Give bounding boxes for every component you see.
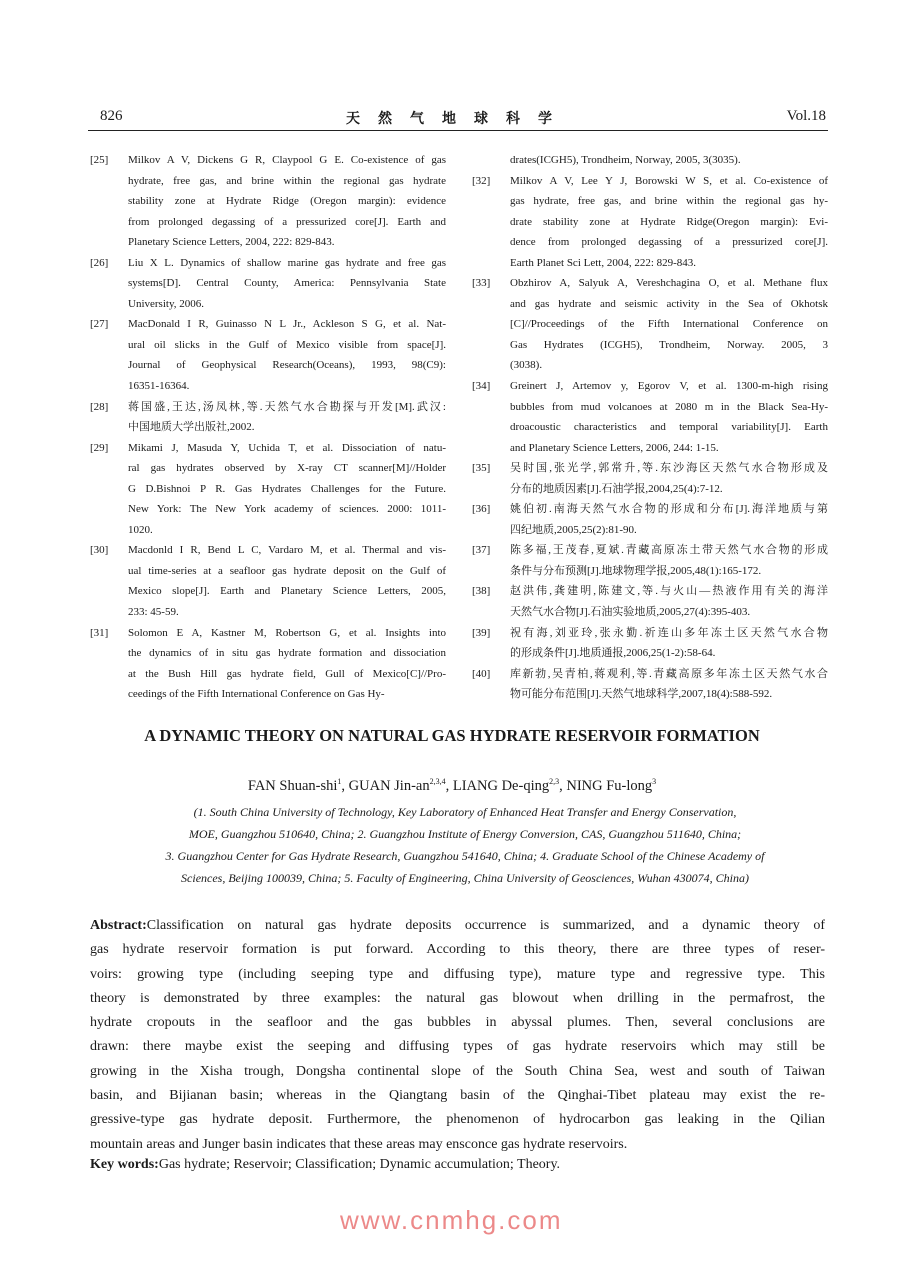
reference-line	[90, 232, 446, 253]
reference-item	[90, 623, 446, 705]
reference-line	[90, 581, 446, 602]
reference-item	[90, 150, 446, 253]
reference-line	[90, 499, 446, 520]
reference-line	[90, 273, 446, 294]
reference-text: droacoustic characteristics and temporal variability[J]. Earth	[510, 421, 828, 434]
reference-item	[90, 397, 446, 438]
reference-line	[90, 561, 446, 582]
reference-line	[90, 355, 446, 376]
reference-line	[90, 643, 446, 664]
references-left-column	[90, 150, 446, 705]
abstract-text: voirs: growing type (including seeping type and diffusing type), mature type and regressive type. This	[90, 966, 825, 982]
reference-line	[472, 294, 828, 315]
reference-line	[472, 232, 828, 253]
abstract-text: gressive-type gas hydrate deposit. Furthermore, the phenomenon of hydrocarbon gas leaking in the Qilian	[90, 1112, 825, 1128]
reference-item	[472, 581, 828, 622]
reference-text: University, 2006.	[128, 297, 204, 310]
reference-line	[472, 561, 828, 582]
reference-text: stability zone at Hydrate Ridge (Oregon margin): evidence	[128, 195, 446, 208]
reference-line	[90, 171, 446, 192]
abstract-line	[90, 963, 825, 987]
abstract-line	[90, 914, 825, 938]
reference-item	[90, 253, 446, 315]
reference-line	[472, 171, 828, 192]
reference-line	[90, 520, 446, 541]
reference-line	[90, 150, 446, 171]
journal-title: 天然气地球科学	[346, 112, 570, 127]
reference-text: MacDonald I R, Guinasso N L Jr., Ackleson S G, et al. Nat-	[128, 318, 446, 331]
reference-line	[472, 417, 828, 438]
reference-line	[90, 294, 446, 315]
reference-number: [36]	[472, 503, 491, 516]
abstract-text: hydrate cropouts in the seafloor and the gas bubbles in abyssal plumes. Then, several conclusions are	[90, 1015, 825, 1031]
reference-line	[90, 458, 446, 479]
reference-text: [C]//Proceedings of the Fifth International Conference on	[510, 318, 828, 331]
reference-line	[90, 417, 446, 438]
reference-text: Milkov A V, Lee Y J, Borowski W S, et al. Co-existence of	[510, 174, 828, 187]
reference-number: [40]	[472, 667, 491, 680]
abstract-line	[90, 1011, 825, 1035]
reference-item	[472, 150, 828, 171]
reference-line	[472, 397, 828, 418]
reference-text: 天然气水合物[J].石油实验地质,2005,27(4):395-403.	[510, 606, 751, 619]
reference-number: [33]	[472, 277, 491, 290]
reference-text: ceedings of the Fifth International Conference on Gas Hy-	[128, 688, 385, 701]
references-right-column	[472, 150, 828, 705]
affiliation-line: MOE, Guangzhou 510640, China; 2. Guangzhou Institute of Energy Conversion, CAS, Guangzhou 511640, China;	[188, 827, 742, 841]
abstract-text: drawn: there maybe exist the seeping and diffusing types of gas hydrate reservoirs which may still be	[90, 1039, 825, 1055]
reference-text: 姚伯初.南海天然气水合物的形成和分布[J].海洋地质与第	[510, 503, 828, 516]
affiliation-line: (1. South China University of Technology, Key Laboratory of Enhanced Heat Transfer and Energy Conservation,	[193, 805, 737, 819]
reference-text: Gas Hydrates (ICGH5), Trondheim, Norway. 2005, 3	[510, 338, 828, 351]
abstract-text: Classification on natural gas hydrate deposits occurrence is summarized, and a dynamic theory of	[146, 918, 825, 933]
author-name: LIANG De-qing	[452, 777, 550, 794]
reference-line	[472, 191, 828, 212]
reference-item	[472, 171, 828, 274]
author-separator: ,	[559, 777, 567, 794]
reference-text: 的形成条件[J].地质通报,2006,25(1-2):58-64.	[510, 647, 716, 660]
reference-text: 中国地质大学出版社,2002.	[128, 421, 255, 434]
reference-line	[90, 397, 446, 418]
reference-text: (3038).	[510, 359, 543, 372]
reference-text: bubbles from mud volcanoes at 2080 m in the Black Sea-Hy-	[510, 400, 828, 413]
keywords-text: Gas hydrate; Reservoir; Classification; Dynamic accumulation; Theory.	[158, 1157, 561, 1172]
reference-text: 分布的地质因素[J].石油学报,2004,25(4):7-12.	[510, 482, 723, 495]
reference-text: 条件与分布预测[J].地球物理学报,2005,48(1):165-172.	[510, 564, 762, 577]
reference-text: dence from prolonged degassing of a pressurized core[J].	[510, 236, 828, 249]
reference-text: Obzhirov A, Salyuk A, Vereshchagina O, et al. Methane flux	[510, 277, 828, 290]
abstract-text: growing in the Xisha trough, Dongsha continental slope of the South China Sea, west and south of Taiwan	[90, 1063, 825, 1079]
reference-text: and gas hydrate and seismic activity in the Sea of Okhotsk	[510, 297, 828, 310]
keywords	[90, 1157, 560, 1173]
reference-item	[472, 273, 828, 376]
author-separator: ,	[341, 777, 349, 794]
reference-line	[90, 664, 446, 685]
reference-text: New York: The New York academy of sciences. 2000: 1011-	[128, 503, 446, 516]
reference-item	[472, 664, 828, 705]
reference-text: 蒋国盛,王达,汤凤林,等.天然气水合勘探与开发[M].武汉:	[128, 400, 446, 413]
affiliation-line: Sciences, Beijing 100039, China; 5. Faculty of Engineering, China University of Geosciences, Wuhan 430074, China)	[181, 871, 749, 885]
author-name: NING Fu-long	[566, 777, 653, 794]
reference-text: at the Bush Hill gas hydrate field, Gull of Mexico[C]//Pro-	[128, 667, 446, 680]
abstract-line	[90, 1060, 825, 1084]
reference-text: gas hydrate, free gas, and brine within the regional gas hy-	[510, 195, 828, 208]
header-rule	[88, 130, 828, 131]
reference-line	[472, 212, 828, 233]
reference-line	[90, 623, 446, 644]
reference-line	[472, 355, 828, 376]
reference-text: from prolonged degassing of a pressurized core[J]. Earth and	[128, 215, 446, 228]
reference-text: Milkov A V, Dickens G R, Claypool G E. Co-existence of gas	[128, 154, 446, 166]
reference-item	[472, 623, 828, 664]
author-affiliation-marker: 2,3	[549, 777, 560, 786]
reference-line	[472, 273, 828, 294]
author-name: GUAN Jin-an	[348, 777, 430, 794]
reference-number: [37]	[472, 544, 491, 557]
reference-line	[472, 499, 828, 520]
abstract-text: mountain areas and Junger basin indicates that these areas may ensconce gas hydrate reservoirs.	[90, 1136, 628, 1152]
reference-text: 祝有海,刘亚玲,张永勤.祈连山多年冻土区天然气水合物	[510, 626, 828, 639]
reference-number: [39]	[472, 626, 491, 639]
abstract-text: theory is demonstrated by three examples: the natural gas blowout when drilling in the permafrost, the	[90, 990, 825, 1006]
abstract-line	[90, 1108, 825, 1132]
reference-number: [27]	[90, 318, 109, 331]
author-affiliation-marker: 2,3,4	[429, 777, 446, 786]
reference-number: [31]	[90, 626, 109, 639]
reference-text: Greinert J, Artemov y, Egorov V, et al. 1300-m-high rising	[510, 380, 828, 393]
running-header	[88, 108, 826, 130]
reference-line	[472, 643, 828, 664]
reference-text: Mikami J, Masuda Y, Uchida T, et al. Dissociation of natu-	[128, 441, 446, 454]
author-separator: ,	[445, 777, 453, 794]
reference-text: ual time-series at a seafloor gas hydrate deposit on the Gulf of	[128, 564, 446, 577]
page-number: 826	[100, 108, 123, 124]
reference-line	[90, 540, 446, 561]
reference-text: Earth Planet Sci Lett, 2004, 222: 829-843.	[510, 256, 697, 269]
reference-line	[90, 684, 446, 705]
reference-line	[90, 479, 446, 500]
reference-line	[472, 664, 828, 685]
reference-number: [32]	[472, 174, 491, 187]
reference-item	[90, 540, 446, 622]
reference-item	[90, 314, 446, 396]
reference-text: 库新勃,吴青柏,蒋观利,等.青藏高原多年冻土区天然气水合	[510, 667, 828, 680]
reference-line	[472, 684, 828, 705]
reference-number: [30]	[90, 544, 109, 557]
reference-line	[90, 335, 446, 356]
keywords-label: Key words:	[90, 1157, 159, 1172]
author-name: FAN Shuan-shi	[247, 777, 338, 794]
reference-number: [25]	[90, 154, 109, 166]
abstract-line	[90, 1133, 825, 1157]
reference-line	[472, 581, 828, 602]
reference-text: 物可能分布范围[J].天然气地球科学,2007,18(4):588-592.	[510, 688, 773, 701]
reference-text: 吴时国,张光学,郭常升,等.东沙海区天然气水合物形成及	[510, 462, 828, 475]
reference-item	[472, 458, 828, 499]
reference-text: Journal of Geophysical Research(Oceans), 1993, 98(C9):	[128, 359, 446, 372]
reference-line	[90, 602, 446, 623]
abstract-label: Abstract:	[90, 918, 147, 933]
reference-line	[90, 438, 446, 459]
reference-item	[90, 438, 446, 541]
reference-line	[472, 253, 828, 274]
reference-number: [28]	[90, 400, 109, 413]
reference-text: 233: 45-59.	[128, 606, 179, 619]
reference-line	[472, 438, 828, 459]
author-affiliation-marker: 1	[337, 777, 342, 786]
watermark: www.cnmhg.com	[340, 1205, 563, 1235]
reference-number: [38]	[472, 585, 491, 598]
reference-text: 16351-16364.	[128, 380, 190, 393]
volume-label: Vol.18	[786, 108, 826, 124]
reference-number: [34]	[472, 380, 491, 393]
reference-text: 陈多福,王茂春,夏斌.青藏高原冻土带天然气水合物的形成	[510, 544, 828, 557]
abstract-text: basin, and Bijianan basin; whereas in the Qiangtang basin of the Qinghai-Tibet plateau may exist the re-	[90, 1088, 825, 1104]
reference-line	[90, 191, 446, 212]
reference-line	[90, 376, 446, 397]
article-title: A DYNAMIC THEORY ON NATURAL GAS HYDRATE RESERVOIR FORMATION	[144, 726, 760, 745]
reference-number: [26]	[90, 256, 109, 269]
reference-line	[472, 602, 828, 623]
reference-text: systems[D]. Central County, America: Pennsylvania State	[128, 277, 446, 290]
reference-line	[472, 479, 828, 500]
reference-line	[472, 540, 828, 561]
reference-line	[472, 150, 828, 171]
reference-number: [35]	[472, 462, 491, 475]
reference-text: and Planetary Science Letters, 2006, 244: 1-15.	[510, 441, 719, 454]
abstract-line	[90, 987, 825, 1011]
reference-text: hydrate, free gas, and brine within the regional gas hydrate	[128, 174, 446, 187]
reference-line	[90, 212, 446, 233]
reference-text: 1020.	[128, 523, 153, 536]
author-list	[0, 777, 904, 795]
abstract-line	[90, 938, 825, 962]
abstract-line	[90, 1035, 825, 1059]
reference-number: [29]	[90, 441, 109, 454]
reference-line	[472, 335, 828, 356]
author-affiliation-marker: 3	[652, 777, 657, 786]
reference-text: drate stability zone at Hydrate Ridge(Oregon margin): Evi-	[510, 215, 828, 228]
reference-text: Liu X L. Dynamics of shallow marine gas hydrate and free gas	[128, 256, 446, 269]
reference-line	[472, 376, 828, 397]
abstract	[90, 914, 825, 1157]
reference-text: G D.Bishnoi P R. Gas Hydrates Challenges for the Future.	[128, 482, 446, 495]
reference-text: Mexico slope[J]. Earth and Planetary Science Letters, 2005,	[128, 585, 446, 598]
affiliation-line: 3. Guangzhou Center for Gas Hydrate Research, Guangzhou 541640, China; 4. Graduate School of the Chinese Academy of	[165, 849, 765, 863]
reference-line	[472, 458, 828, 479]
reference-text: ural oil slicks in the Gulf of Mexico visible from space[J].	[128, 338, 446, 351]
reference-text: 四纪地质,2005,25(2):81-90.	[510, 523, 637, 536]
reference-line	[472, 314, 828, 335]
reference-text: drates(ICGH5), Trondheim, Norway, 2005, 3(3035).	[510, 154, 741, 166]
reference-item	[472, 540, 828, 581]
reference-line	[472, 623, 828, 644]
reference-text: Planetary Science Letters, 2004, 222: 829-843.	[128, 236, 335, 249]
reference-line	[472, 520, 828, 541]
reference-text: Macdonld I R, Bend L C, Vardaro M, et al. Thermal and vis-	[128, 544, 446, 557]
abstract-line	[90, 1084, 825, 1108]
reference-line	[90, 253, 446, 274]
reference-text: the dynamics of in situ gas hydrate formation and dissociation	[128, 647, 446, 660]
reference-item	[472, 499, 828, 540]
reference-text: Solomon E A, Kastner M, Robertson G, et al. Insights into	[128, 626, 446, 639]
abstract-text: gas hydrate reservoir formation is put forward. According to this theory, there are three types of reser-	[90, 942, 825, 958]
reference-text: ral gas hydrates observed by X-ray CT scanner[M]//Holder	[128, 462, 446, 475]
reference-text: 赵洪伟,龚建明,陈建文,等.与火山—热液作用有关的海洋	[510, 585, 828, 598]
reference-item	[472, 376, 828, 458]
reference-line	[90, 314, 446, 335]
